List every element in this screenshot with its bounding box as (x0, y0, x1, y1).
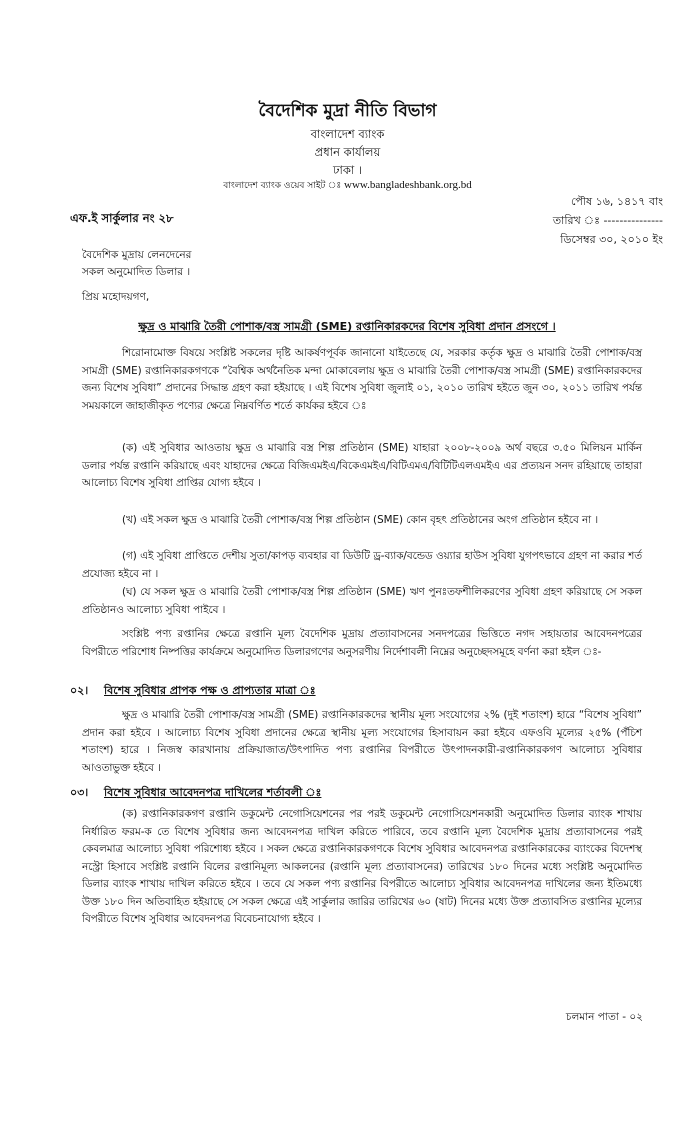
website-label: বাংলাদেশ ব্যাংক ওয়েব সাইট ঃ (223, 181, 342, 191)
section-heading-02 (70, 682, 316, 701)
continuation-note: চলমান পাতা - ০২ (565, 1011, 643, 1023)
condition-item: (খ) এই সকল ক্ষুদ্র ও মাঝারি তৈরী পোশাক/বস্ত্র শিল্প প্রতিষ্ঠান (SME) কোন বৃহৎ প্রতিষ্ঠানের অংগ প্রতিষ্ঠান হইবে না । (122, 514, 599, 526)
bank-name: বাংলাদেশ ব্যাংক (310, 127, 385, 141)
website-line (0, 178, 695, 193)
instruction-paragraph: সংশ্লিষ্ট পণ্য রপ্তানির ক্ষেত্রে রপ্তানি মূল্য বৈদেশিক মুদ্রায় প্রত্যাবাসনের সনদপত্রের ভিত্তিতে নগদ সহায়তার আবেদনপত্রের বিপরীতে পরিশোধ নিষ্পত্তির কার্যক্রমে অনুমোদিত ডিলারগণের অনুসরণীয় নির্দেশাবলী নিম্নের অনুচ্ছেদসমূহে বর্ণনা করা হইল ঃ- (82, 628, 642, 658)
section-title: বিশেষ সুবিধার আবেদনপত্র দাখিলের শর্তাবলী ঃ (104, 786, 322, 799)
condition-item: (ক) এই সুবিধার আওতায় ক্ষুদ্র ও মাঝারি বস্ত্র শিল্প প্রতিষ্ঠান (SME) যাহারা ২০০৮-২০০৯ অর্থ বছরে ৩.৫০ মিলিয়ন মার্কিন ডলার পর্যন্ত রপ্তানি করিয়াছে এবং যাহাদের ক্ষেত্রে বিজিএমইএ/বিকেএমইএ/বিটিএমএ/বিটিটিএলএমইএ এর প্রত্যয়ন সনদ রহিয়াছে তাহারা আলোচ্য বিশেষ সুবিধা প্রাপ্তির যোগ্য হইবে । (82, 442, 642, 489)
date-label: তারিখ ঃ --------------- (552, 214, 663, 227)
section-body-02: ক্ষুদ্র ও মাঝারি তৈরী পোশাক/বস্ত্র সামগ্রী (SME) রপ্তানিকারকদের স্থানীয় মূল্য সংযোগের ২% (দুই শতাংশ) হারে “বিশেষ সুবিধা” প্রদান করা হইবে । আলোচ্য বিশেষ সুবিধা প্রদানের ক্ষেত্রে স্থানীয় মূল্য সংযোগের হিসাবায়ন করা হইবে এফওবি মূল্যের ২৫% (পঁচিশ শতাংশ) হারে । নিজস্ব কারখানায় প্রক্রিয়াজাত/উৎপাদিত পণ্য রপ্তানির বিপরীতে উৎপাদনকারী-রপ্তানিকারকগণ আলোচ্য সুবিধার আওতাভুক্ত হইবে । (82, 709, 642, 774)
city-name: ঢাকা । (333, 163, 362, 177)
addressee (82, 247, 191, 281)
date-bangla: পৌষ ১৬, ১৪১৭ বাং (570, 195, 663, 208)
office-name: প্রধান কার্যালয় (314, 145, 381, 159)
condition-item: (গ) এই সুবিধা প্রাপ্তিতে দেশীয় সুতা/কাপড় ব্যবহার বা ডিউটি ড্র-ব্যাক/বন্ডেড ওয়্যার হাউস সুবিধা যুগপৎভাবে গ্রহণ না করার শর্ত প্রযোজ্য হইবে না । (82, 550, 642, 580)
section-heading-03 (70, 784, 321, 803)
website-url[interactable]: www.bangladeshbank.org.bd (344, 179, 472, 191)
section-number: ০৩। (70, 786, 89, 799)
addressee-line: সকল অনুমোদিত ডিলার । (82, 266, 191, 278)
department-title: বৈদেশিক মুদ্রা নীতি বিভাগ (258, 101, 437, 121)
date-english: ডিসেম্বর ৩০, ২০১০ ইং (560, 233, 663, 246)
section-number: ০২। (70, 684, 89, 697)
condition-item: (ঘ) যে সকল ক্ষুদ্র ও মাঝারি তৈরী পোশাক/বস্ত্র শিল্প প্রতিষ্ঠান (SME) ঋণ পুনঃতফশীলিকরণের সুবিধা গ্রহণ করিয়াছে সে সকল প্রতিষ্ঠানও আলোচ্য সুবিধা পাইবে । (82, 586, 642, 616)
section-body-03: (ক) রপ্তানিকারকগণ রপ্তানি ডকুমেন্ট নেগোসিয়েশনের পর পরই ডকুমেন্ট নেগোসিয়েশনকারী অনুমোদিত ডিলার ব্যাংক শাখায় নির্ধারিত ফরম-ক তে বিশেষ সুবিধার জন্য আবেদনপত্র দাখিল করিতে পারিবে, তবে রপ্তানি মূল্য বৈদেশিক মুদ্রায় প্রত্যাবাসনের পরই কেবলমাত্র আলোচ্য সুবিধা পরিশোধ্য হইবে । সকল ক্ষেত্রে রপ্তানিকারকগণকে বিশেষ সুবিধার আবেদনপত্র রপ্তানিকারকের ব্যাংকের বিদেশস্থ নস্ট্রো হিসাবে সংশ্লিষ্ট রপ্তানি বিলের রপ্তানিমূল্য আকলনের (রপ্তানি মূল্য প্রত্যাবাসনের) তারিখের ১৮০ দিনের মধ্যে সংশ্লিষ্ট অনুমোদিত ডিলার ব্যাংক শাখায় দাখিল করিতে হইবে । তবে যে সকল পণ্য রপ্তানির বিপরীতে আলোচ্য সুবিধার আবেদনপত্র দাখিলের জন্য ইতিমধ্যে উক্ত ১৮০ দিন অতিবাহিত হইয়াছে সে সকল ক্ষেত্রে এই সার্কুলার জারির তারিখের ৬০ (ষাট) দিনের মধ্যে উক্ত প্রত্যাবসিত রপ্তানির মূল্যের বিপরীতে বিশেষ সুবিধার আবেদনপত্র বিবেচনাযোগ্য হইবে । (82, 808, 642, 925)
addressee-line: বৈদেশিক মুদ্রায় লেনদেনের (82, 249, 192, 261)
subject-line: ক্ষুদ্র ও মাঝারি তৈরী পোশাক/বস্ত্র সামগ্রী (SME) রপ্তানিকারকদের বিশেষ সুবিধা প্রদান প্রসংগে । (138, 320, 556, 333)
section-title: বিশেষ সুবিধার প্রাপক পক্ষ ও প্রাপ্যতার মাত্রা ঃ (104, 684, 316, 697)
intro-paragraph: শিরোনামোক্ত বিষয়ে সংশ্লিষ্ট সকলের দৃষ্টি আকর্ষণপূর্বক জানানো যাইতেছে যে, সরকার কর্তৃক ক্ষুদ্র ও মাঝারি তৈরী পোশাক/বস্ত্র সামগ্রী (SME) রপ্তানিকারকগণকে “বৈশ্বিক অর্থনৈতিক মন্দা মোকাবেলায় ক্ষুদ্র ও মাঝারি তৈরী পোশাক/বস্ত্র সামগ্রী (SME) রপ্তানিকারকদের জন্য বিশেষ সুবিধা” প্রদানের সিদ্ধান্ত গ্রহণ করা হইয়াছে । এই বিশেষ সুবিধা জুলাই ০১, ২০১০ তারিখ হইতে জুন ৩০, ২০১১ তারিখ পর্যন্ত সময়কালে জাহাজীকৃত পণ্যের ক্ষেত্রে নিম্নবর্ণিত শর্তে কার্যকর হইবে ঃ (82, 347, 642, 412)
date-block (503, 192, 663, 249)
circular-number: এফ.ই সার্কুলার নং ২৮ (70, 211, 174, 225)
salutation: প্রিয় মহোদয়গণ, (82, 291, 150, 303)
